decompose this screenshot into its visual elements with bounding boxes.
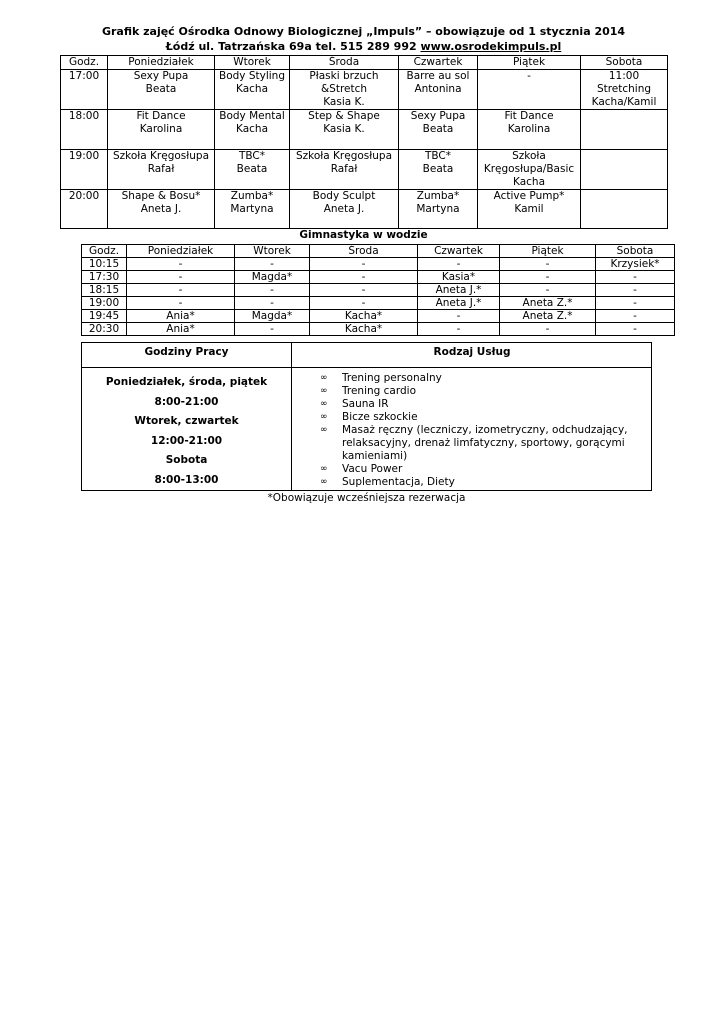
main-schedule-table <box>60 55 668 229</box>
class-cell <box>581 110 668 150</box>
cell-text: - <box>545 323 550 335</box>
cell-text: Magda* <box>251 271 293 283</box>
class-cell <box>500 297 596 310</box>
cell-text: Ania* <box>166 323 195 335</box>
class-cell <box>596 310 675 323</box>
cell-text: - <box>633 284 637 296</box>
class-cell <box>235 297 310 310</box>
column-header: Piątek <box>478 56 581 70</box>
working-hours-list <box>82 373 291 491</box>
infinity-bullet-icon: ∞ <box>320 399 328 409</box>
class-cell <box>235 284 310 297</box>
class-cell <box>500 284 596 297</box>
time-cell <box>82 271 127 284</box>
class-cell <box>500 271 596 284</box>
cell-text: 19:00 <box>88 297 120 309</box>
cell-text: Fit Dance Karolina <box>136 110 186 135</box>
address-line <box>60 40 667 53</box>
class-cell <box>310 271 418 284</box>
infinity-bullet-icon: ∞ <box>320 386 328 396</box>
table-row <box>61 190 668 229</box>
class-cell <box>108 110 215 150</box>
class-cell <box>127 323 235 336</box>
service-item <box>320 476 645 489</box>
working-hours-header: Godziny Pracy <box>144 346 229 358</box>
table-row <box>82 297 675 310</box>
cell-text: - <box>633 297 637 309</box>
time-cell <box>61 190 108 229</box>
water-gym-title: Gimnastyka w wodzie <box>299 229 428 241</box>
class-cell <box>581 70 668 110</box>
class-cell <box>418 297 500 310</box>
infinity-bullet-icon: ∞ <box>320 464 328 474</box>
table-row <box>82 284 675 297</box>
class-cell <box>235 258 310 271</box>
cell-text: - <box>633 310 637 322</box>
info-header-rule <box>82 367 651 368</box>
cell-text: Ania* <box>166 310 195 322</box>
cell-text: Active Pump* Kamil <box>493 190 565 215</box>
service-label: Suplementacja, Diety <box>342 476 455 488</box>
cell-text: 19:45 <box>88 310 120 322</box>
cell-text: Magda* <box>251 310 293 322</box>
column-header: Sobota <box>581 56 668 70</box>
cell-text: - <box>361 258 366 270</box>
cell-text: - <box>361 271 366 283</box>
infinity-bullet-icon: ∞ <box>320 412 328 422</box>
column-header: Poniedziałek <box>108 56 215 70</box>
column-header: Wtorek <box>235 245 310 258</box>
service-label: Sauna IR <box>342 398 389 410</box>
cell-text: - <box>178 271 183 283</box>
class-cell <box>215 190 290 229</box>
cell-text: 18:15 <box>88 284 120 296</box>
cell-text: Zumba* Martyna <box>416 190 460 215</box>
services-header: Rodzaj Usług <box>433 346 511 358</box>
class-cell <box>478 70 581 110</box>
class-cell <box>127 297 235 310</box>
cell-text: - <box>270 258 274 270</box>
class-cell <box>108 150 215 190</box>
class-cell <box>310 310 418 323</box>
cell-text: - <box>545 284 550 296</box>
hours-line: Wtorek, czwartek <box>134 415 239 428</box>
cell-text: - <box>456 258 461 270</box>
service-item <box>320 411 645 424</box>
table-row <box>82 271 675 284</box>
info-divider <box>291 343 292 490</box>
water-gym-table <box>81 244 675 336</box>
cell-text: Płaski brzuch &Stretch Kasia K. <box>309 70 379 108</box>
cell-text: 18:00 <box>68 110 100 122</box>
column-header: Środa <box>290 56 399 70</box>
cell-text: Fit Dance Karolina <box>504 110 554 135</box>
cell-text: 17:00 <box>68 70 100 82</box>
class-cell <box>478 150 581 190</box>
class-cell <box>581 150 668 190</box>
service-item <box>320 463 645 476</box>
column-header: Poniedziałek <box>127 245 235 258</box>
column-header: Godz. <box>61 56 108 70</box>
class-cell <box>127 284 235 297</box>
class-cell <box>215 150 290 190</box>
class-cell <box>399 190 478 229</box>
cell-text: - <box>361 284 366 296</box>
class-cell <box>108 190 215 229</box>
service-label: Trening personalny <box>342 372 442 384</box>
class-cell <box>290 190 399 229</box>
class-cell <box>596 297 675 310</box>
class-cell <box>290 110 399 150</box>
cell-text: - <box>178 258 183 270</box>
main-schedule-header <box>61 56 668 70</box>
cell-text: Szkoła Kręgosłupa Rafał <box>295 150 393 175</box>
class-cell <box>418 310 500 323</box>
time-cell <box>61 110 108 150</box>
class-cell <box>310 323 418 336</box>
class-cell <box>418 271 500 284</box>
class-cell <box>127 310 235 323</box>
class-cell <box>108 70 215 110</box>
infinity-bullet-icon: ∞ <box>320 373 328 383</box>
table-row <box>61 110 668 150</box>
column-header: Czwartek <box>399 56 478 70</box>
cell-text: 19:00 <box>68 150 100 162</box>
infinity-bullet-icon: ∞ <box>320 425 328 435</box>
cell-text: TBC* Beata <box>236 150 268 175</box>
cell-text: - <box>361 297 366 309</box>
class-cell <box>399 70 478 110</box>
reservation-note: *Obowiązuje wcześniejsza rezerwacja <box>267 492 466 504</box>
service-label: Trening cardio <box>342 385 416 397</box>
cell-text: 20:00 <box>68 190 100 202</box>
column-header: Środa <box>310 245 418 258</box>
cell-text: 10:15 <box>88 258 120 270</box>
cell-text: Body Mental Kacha <box>219 110 285 135</box>
class-cell <box>418 323 500 336</box>
class-cell <box>596 258 675 271</box>
cell-text: 11:00 Stretching Kacha/Kamil <box>591 70 657 108</box>
time-cell <box>61 70 108 110</box>
cell-text: Szkoła Kręgosłupa Rafał <box>112 150 210 175</box>
class-cell <box>478 190 581 229</box>
column-header: Czwartek <box>418 245 500 258</box>
info-box <box>81 342 652 491</box>
class-cell <box>418 258 500 271</box>
address-text: Łódź ul. Tatrzańska 69a tel. 515 289 992 <box>165 40 421 53</box>
class-cell <box>310 258 418 271</box>
class-cell <box>235 323 310 336</box>
cell-text: - <box>178 297 183 309</box>
column-header: Wtorek <box>215 56 290 70</box>
infinity-bullet-icon: ∞ <box>320 477 328 487</box>
service-item <box>320 385 645 398</box>
document-title: Grafik zajęć Ośrodka Odnowy Biologicznej „Impuls” – obowiązuje od 1 stycznia 2014 <box>101 25 626 38</box>
cell-text: - <box>527 70 531 82</box>
cell-text: - <box>270 284 274 296</box>
class-cell <box>581 190 668 229</box>
class-cell <box>399 150 478 190</box>
service-item <box>320 424 645 463</box>
table-row <box>82 258 675 271</box>
hours-line: 8:00-21:00 <box>154 395 219 408</box>
cell-text: - <box>633 271 637 283</box>
class-cell <box>596 271 675 284</box>
table-row <box>61 150 668 190</box>
website-link[interactable]: www.osrodekimpuls.pl <box>420 40 562 53</box>
class-cell <box>215 110 290 150</box>
cell-text: Kacha* <box>344 323 383 335</box>
column-header: Sobota <box>596 245 675 258</box>
cell-text: Aneta Z.* <box>522 310 573 322</box>
class-cell <box>596 323 675 336</box>
class-cell <box>596 284 675 297</box>
table-row <box>61 70 668 110</box>
class-cell <box>127 271 235 284</box>
cell-text: Barre au sol Antonina <box>406 70 470 95</box>
cell-text: - <box>270 297 274 309</box>
class-cell <box>478 110 581 150</box>
class-cell <box>235 310 310 323</box>
column-header: Piątek <box>500 245 596 258</box>
class-cell <box>500 323 596 336</box>
service-item <box>320 372 645 385</box>
class-cell <box>235 271 310 284</box>
class-cell <box>399 110 478 150</box>
cell-text: Sexy Pupa Beata <box>133 70 189 95</box>
cell-text: - <box>456 310 461 322</box>
cell-text: Szkoła Kręgosłupa/Basic Kacha <box>483 150 575 188</box>
cell-text: - <box>633 323 637 335</box>
time-cell <box>82 297 127 310</box>
time-cell <box>82 284 127 297</box>
hours-line: Sobota <box>165 454 208 467</box>
class-cell <box>500 258 596 271</box>
class-cell <box>290 70 399 110</box>
class-cell <box>215 70 290 110</box>
cell-text: Zumba* Martyna <box>230 190 274 215</box>
cell-text: Aneta J.* <box>435 284 482 296</box>
cell-text: - <box>545 258 550 270</box>
cell-text: Body Sculpt Aneta J. <box>312 190 376 215</box>
hours-line: 8:00-13:00 <box>154 473 219 486</box>
cell-text: Kacha* <box>344 310 383 322</box>
hours-line: Poniedziałek, środa, piątek <box>105 376 268 388</box>
service-label: Masaż ręczny (leczniczy, izometryczny, odchudzający, relaksacyjny, drenaż limfatyczny, sportowy, gorącymi kamieniami) <box>342 424 628 462</box>
service-label: Vacu Power <box>342 463 403 475</box>
cell-text: Sexy Pupa Beata <box>410 110 466 135</box>
column-header: Godz. <box>82 245 127 258</box>
class-cell <box>290 150 399 190</box>
cell-text: Krzysiek* <box>610 258 660 270</box>
class-cell <box>127 258 235 271</box>
table-row <box>82 323 675 336</box>
time-cell <box>82 258 127 271</box>
hours-line: 12:00-21:00 <box>150 434 223 447</box>
cell-text: 17:30 <box>88 271 120 283</box>
cell-text: Kasia* <box>441 271 476 283</box>
cell-text: Aneta Z.* <box>522 297 573 309</box>
class-cell <box>418 284 500 297</box>
cell-text: - <box>456 323 461 335</box>
cell-text: - <box>545 271 550 283</box>
time-cell <box>82 323 127 336</box>
cell-text: Step & Shape Kasia K. <box>308 110 380 135</box>
class-cell <box>500 310 596 323</box>
cell-text: Shape & Bosu* Aneta J. <box>121 190 201 215</box>
water-gym-header <box>82 245 675 258</box>
time-cell <box>82 310 127 323</box>
cell-text: - <box>270 323 274 335</box>
cell-text: - <box>178 284 183 296</box>
service-item <box>320 398 645 411</box>
services-list <box>320 372 645 489</box>
table-row <box>82 310 675 323</box>
service-label: Bicze szkockie <box>342 411 418 423</box>
cell-text: 20:30 <box>88 323 120 335</box>
cell-text: TBC* Beata <box>422 150 454 175</box>
time-cell <box>61 150 108 190</box>
cell-text: Aneta J.* <box>435 297 482 309</box>
class-cell <box>310 297 418 310</box>
class-cell <box>310 284 418 297</box>
cell-text: Body Styling Kacha <box>219 70 285 95</box>
